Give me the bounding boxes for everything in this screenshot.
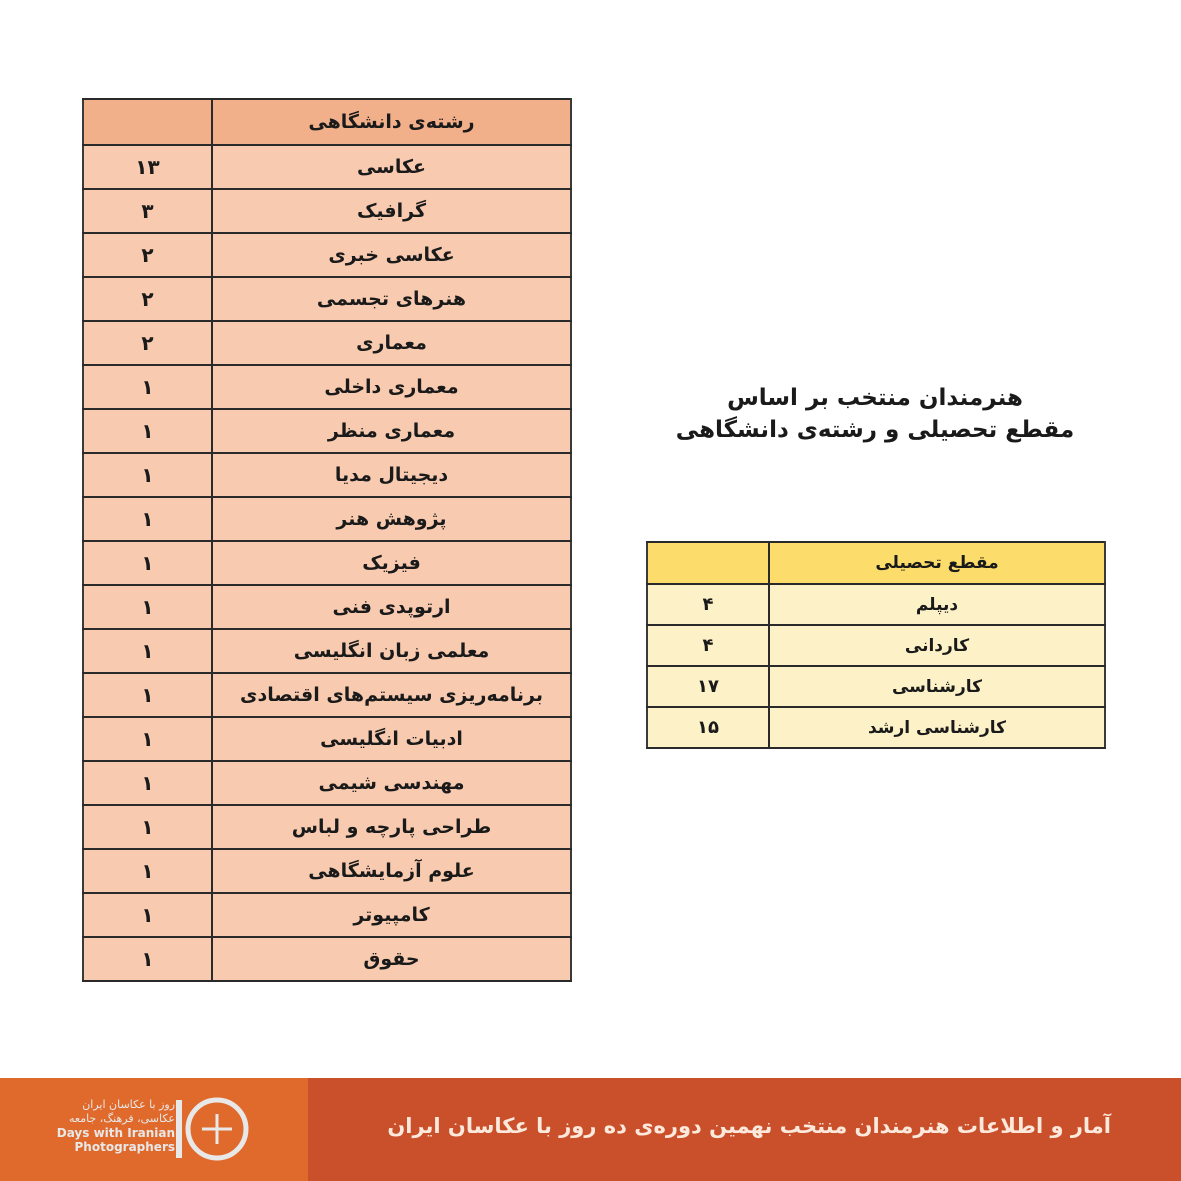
degrees-table-row-label: کاردانی xyxy=(769,625,1105,666)
fields-table-row-label: معلمی زبان انگلیسی xyxy=(212,629,571,673)
logo-line-2: عکاسی، فرهنگ، جامعه xyxy=(68,1112,175,1125)
fields-table-row-count: ۱۳ xyxy=(83,145,212,189)
fields-table-row-count: ۱ xyxy=(83,541,212,585)
fields-table-row-label: کامپیوتر xyxy=(212,893,571,937)
fields-table-row xyxy=(83,629,571,673)
fields-table-row xyxy=(83,409,571,453)
fields-table-row-count: ۱ xyxy=(83,761,212,805)
fields-table-row-label: حقوق xyxy=(212,937,571,981)
degrees-table-row-label: کارشناسی ارشد xyxy=(769,707,1105,748)
fields-table-row xyxy=(83,497,571,541)
fields-table-row xyxy=(83,893,571,937)
fields-table-row-count: ۱ xyxy=(83,893,212,937)
fields-table-row-count: ۱ xyxy=(83,805,212,849)
fields-table-row xyxy=(83,673,571,717)
fields-table-row-label: مهندسی شیمی xyxy=(212,761,571,805)
fields-table-row-count: ۱ xyxy=(83,365,212,409)
fields-table-row xyxy=(83,585,571,629)
fields-table-row-label: برنامه‌ریزی سیستم‌های اقتصادی xyxy=(212,673,571,717)
degrees-table-row xyxy=(647,707,1105,748)
fields-table-row-count: ۱ xyxy=(83,453,212,497)
fields-table-row-count: ۳ xyxy=(83,189,212,233)
fields-table-row-label: هنرهای تجسمی xyxy=(212,277,571,321)
degrees-header-label: مقطع تحصیلی xyxy=(769,542,1105,584)
fields-table-header-row xyxy=(83,99,571,145)
fields-table-body xyxy=(83,99,571,981)
fields-table-row xyxy=(83,849,571,893)
fields-header-label: رشته‌ی دانشگاهی xyxy=(212,99,571,145)
logo-line-1: روز با عکاسان ایران xyxy=(82,1098,175,1111)
fields-table-row-count: ۱ xyxy=(83,497,212,541)
footer-caption: آمار و اطلاعات هنرمندان منتخب نهمین دوره‌ی ده روز با عکاسان ایران xyxy=(387,1114,1111,1138)
fields-table-row-count: ۱ xyxy=(83,717,212,761)
ten-days-camera-logo-icon xyxy=(172,1096,252,1166)
logo-line-4: Photographers xyxy=(74,1140,175,1154)
fields-table xyxy=(82,98,572,982)
fields-table-row-count: ۱ xyxy=(83,585,212,629)
fields-table-row-count: ۲ xyxy=(83,277,212,321)
fields-table-row xyxy=(83,233,571,277)
fields-table-row xyxy=(83,277,571,321)
degrees-table-body xyxy=(647,542,1105,748)
fields-table-row xyxy=(83,805,571,849)
degrees-table-header-row xyxy=(647,542,1105,584)
fields-table-row-label: دیجیتال مدیا xyxy=(212,453,571,497)
fields-table-row-count: ۱ xyxy=(83,849,212,893)
fields-table-row-label: معماری xyxy=(212,321,571,365)
fields-table-row xyxy=(83,453,571,497)
logo-line-3: Days with Iranian xyxy=(56,1126,175,1140)
fields-table-row xyxy=(83,365,571,409)
degrees-table-row xyxy=(647,625,1105,666)
fields-table-row-count: ۱ xyxy=(83,673,212,717)
fields-count-header xyxy=(83,99,212,145)
logo-text xyxy=(55,1098,175,1154)
degrees-table-row xyxy=(647,666,1105,707)
fields-table-row-label: فیزیک xyxy=(212,541,571,585)
fields-table-row-label: ارتوپدی فنی xyxy=(212,585,571,629)
fields-table-row-label: طراحی پارچه و لباس xyxy=(212,805,571,849)
fields-table-row xyxy=(83,937,571,981)
title-line-1: هنرمندان منتخب بر اساس xyxy=(727,385,1023,411)
degrees-table-row-count: ۴ xyxy=(647,584,769,625)
degrees-table-row-count: ۱۷ xyxy=(647,666,769,707)
degrees-table-row-count: ۱۵ xyxy=(647,707,769,748)
fields-table-row xyxy=(83,321,571,365)
footer-logo-panel xyxy=(0,1078,308,1181)
fields-table-row xyxy=(83,541,571,585)
degrees-table-row-label: دیپلم xyxy=(769,584,1105,625)
degrees-count-header xyxy=(647,542,769,584)
fields-table-row-label: معماری داخلی xyxy=(212,365,571,409)
degrees-table-row-label: کارشناسی xyxy=(769,666,1105,707)
fields-table-row-label: ادبیات انگلیسی xyxy=(212,717,571,761)
fields-table-row-label: عکاسی xyxy=(212,145,571,189)
fields-table-row-count: ۱ xyxy=(83,409,212,453)
fields-table-row xyxy=(83,145,571,189)
fields-table-row xyxy=(83,761,571,805)
footer-bar xyxy=(0,1078,1181,1181)
fields-table-row xyxy=(83,717,571,761)
fields-table-row-count: ۲ xyxy=(83,233,212,277)
title-line-2: مقطع تحصیلی و رشته‌ی دانشگاهی xyxy=(675,417,1075,443)
fields-table-row-label: معماری منظر xyxy=(212,409,571,453)
fields-table-row-label: علوم آزمایشگاهی xyxy=(212,849,571,893)
fields-table-row-label: گرافیک xyxy=(212,189,571,233)
infographic-title xyxy=(640,382,1110,446)
degrees-table xyxy=(646,541,1106,749)
fields-table-row xyxy=(83,189,571,233)
fields-table-row-count: ۱ xyxy=(83,629,212,673)
fields-table-row-label: عکاسی خبری xyxy=(212,233,571,277)
fields-table-row-label: پژوهش هنر xyxy=(212,497,571,541)
degrees-table-row-count: ۴ xyxy=(647,625,769,666)
fields-table-row-count: ۲ xyxy=(83,321,212,365)
degrees-table-row xyxy=(647,584,1105,625)
fields-table-row-count: ۱ xyxy=(83,937,212,981)
